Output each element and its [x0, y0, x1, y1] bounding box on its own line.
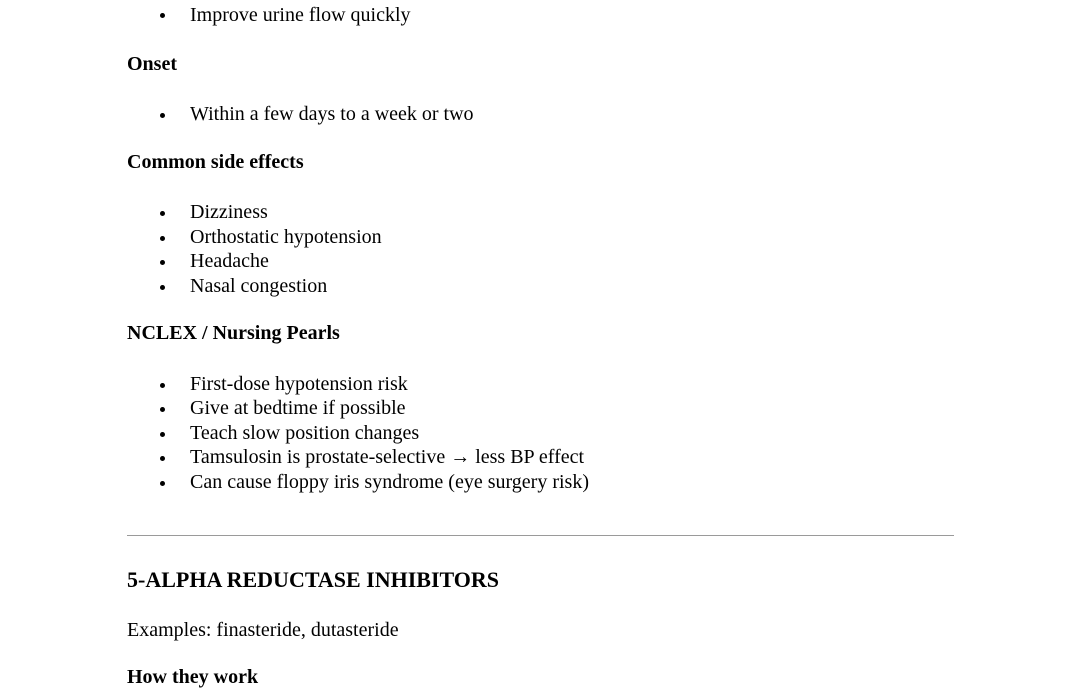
bullet-marker: [160, 481, 165, 486]
bullet-marker: [160, 383, 165, 388]
bullet-marker: [160, 211, 165, 216]
list-item: Dizziness: [190, 201, 268, 223]
bullet-marker: [160, 260, 165, 265]
list-item: Improve urine flow quickly: [190, 4, 411, 26]
bullet-marker: [160, 285, 165, 290]
list-item: Nasal congestion: [190, 275, 328, 297]
list-item: Tamsulosin is prostate-selective → less BP effect: [190, 446, 585, 468]
bullet-marker: [160, 236, 165, 241]
bullet-marker: [160, 13, 165, 18]
pearls-heading: NCLEX / Nursing Pearls: [127, 322, 340, 344]
bullet-marker: [160, 407, 165, 412]
onset-heading: Onset: [127, 53, 177, 75]
how-they-work-heading: How they work: [127, 666, 259, 688]
section-title: 5-ALPHA REDUCTASE INHIBITORS: [127, 567, 500, 592]
bullet-marker: [160, 113, 165, 118]
section-divider: [127, 535, 954, 536]
list-item: Teach slow position changes: [190, 422, 420, 444]
list-item: First-dose hypotension risk: [190, 373, 408, 395]
bullet-marker: [160, 456, 165, 461]
list-item: Headache: [190, 250, 269, 272]
examples-text: Examples: finasteride, dutasteride: [127, 619, 399, 641]
list-item: Can cause floppy iris syndrome (eye surgery risk): [190, 471, 589, 493]
list-item: Orthostatic hypotension: [190, 226, 382, 248]
list-item: Within a few days to a week or two: [190, 103, 474, 125]
list-item: Give at bedtime if possible: [190, 397, 406, 419]
side-effects-heading: Common side effects: [127, 151, 304, 173]
bullet-marker: [160, 432, 165, 437]
